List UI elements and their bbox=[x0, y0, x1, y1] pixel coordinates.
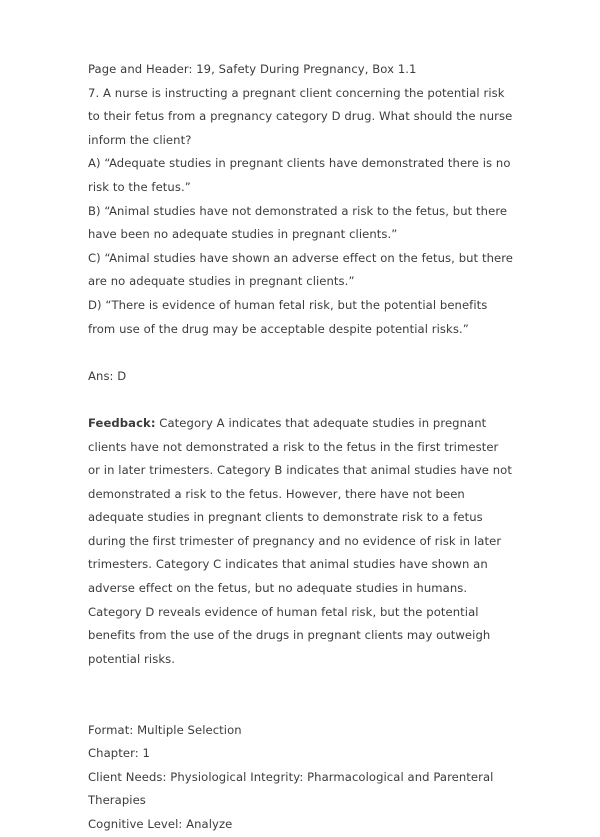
feedback-paragraph bbox=[88, 412, 514, 672]
blank-line-spacer bbox=[88, 388, 514, 412]
metadata-chapter: Chapter: 1 bbox=[88, 746, 150, 761]
answer-option-a: A) “Adequate studies in pregnant clients have demonstrated there is no risk to the fetus.” bbox=[88, 156, 511, 194]
blank-line-spacer bbox=[88, 671, 514, 718]
answer-option-c: C) “Animal studies have shown an adverse effect on the fetus, but there are no adequate studies in pregnant clients.” bbox=[88, 250, 514, 289]
blank-line-spacer bbox=[88, 341, 514, 365]
answer-key-line: Ans: D bbox=[88, 368, 127, 383]
answer-option-b: B) “Animal studies have not demonstrated a risk to the fetus, but there have been no adequate studies in pregnant clients.” bbox=[88, 203, 508, 242]
document-body bbox=[88, 58, 514, 837]
metadata-format: Format: Multiple Selection bbox=[88, 722, 242, 737]
metadata-client-needs: Client Needs: Physiological Integrity: Pharmacological and Parenteral Therapies bbox=[88, 769, 494, 808]
question-stem: 7. A nurse is instructing a pregnant client concerning the potential risk to their fetus from a pregnancy category D drug. What should the nurse inform the client? bbox=[88, 85, 513, 147]
feedback-label: Feedback: bbox=[88, 415, 156, 430]
answer-option-d: D) “There is evidence of human fetal risk, but the potential benefits from use of the drug may be acceptable despite potential risks.” bbox=[88, 297, 488, 336]
metadata-cognitive-level: Cognitive Level: Analyze bbox=[88, 817, 233, 831]
feedback-text: Category A indicates that adequate studies in pregnant clients have not demonstrated a risk to the fetus in the first trimester or in later trimesters. Category B indicates that animal studies have not demonstrated a risk to the fetus. However, there have not been adequate studies in pregnant clients to demonstrate risk to a fetus during the first trimester of pregnancy and no evidence of risk in later trimesters. Category C indicates that animal studies have shown an adverse effect on the fetus, but no adequate studies in humans. Category D reveals evidence of human fetal risk, but the potential benefits from the use of the drugs in pregnant clients may outweigh potential risks. bbox=[88, 415, 512, 666]
page-header-line: Page and Header: 19, Safety During Pregnancy, Box 1.1 bbox=[88, 62, 417, 76]
